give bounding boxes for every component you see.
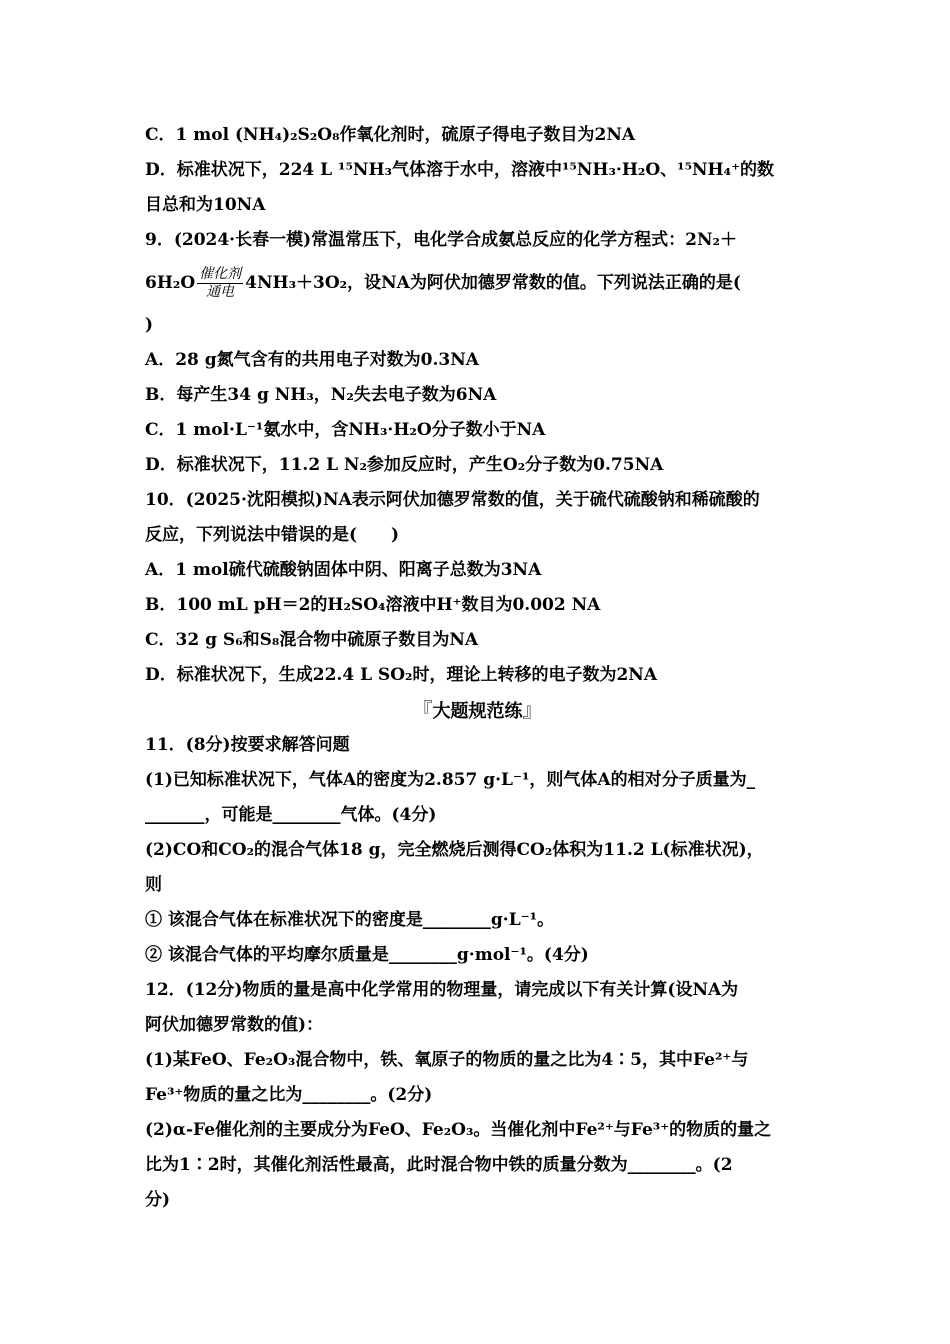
- q8-option-c: C．1 mol (NH₄)₂S₂O₈作氧化剂时，硫原子得电子数目为2NA: [145, 125, 636, 145]
- q10-option-b: B．100 mL pH＝2的H₂SO₄溶液中H⁺数目为0.002 NA: [145, 595, 601, 615]
- q12-part1-line2: Fe³⁺物质的量之比为________。(2分): [145, 1085, 433, 1105]
- q11-part2-sub1: ① 该混合气体在标准状况下的密度是________g·L⁻¹。: [145, 910, 555, 930]
- q10-stem-line1: 10．(2025·沈阳模拟)NA表示阿伏加德罗常数的值，关于硫代硫酸钠和稀硫酸的: [145, 490, 760, 510]
- q11-part2-sub2: ② 该混合气体的平均摩尔质量是________g·mol⁻¹。(4分): [145, 945, 589, 965]
- q9-option-b: B．每产生34 g NH₃，N₂失去电子数为6NA: [145, 385, 497, 405]
- q12-stem-line1: 12．(12分)物质的量是高中化学常用的物理量，请完成以下有关计算(设NA为: [145, 980, 739, 1000]
- q12-part2-line2: 比为1∶2时，其催化剂活性最高，此时混合物中铁的质量分数为________。(2: [145, 1155, 733, 1175]
- q11-part1-line2: _______，可能是________气体。(4分): [145, 805, 437, 825]
- q10-stem-line2: 反应，下列说法中错误的是( ): [145, 525, 400, 545]
- section-heading: [145, 693, 810, 728]
- left-bracket-icon: 『: [412, 698, 433, 722]
- q9-stem-line1: 9．(2024·长春一模)常温常压下，电化学合成氨总反应的化学方程式：2N₂＋: [145, 230, 737, 250]
- q9-stem-line2: [145, 258, 810, 308]
- q11-part1-line1: (1)已知标准状况下，气体A的密度为2.857 g·L⁻¹，则气体A的相对分子质量为_: [145, 770, 756, 790]
- q12-part1-line1: (1)某FeO、Fe₂O₃混合物中，铁、氧原子的物质的量之比为4∶5，其中Fe²⁺与: [145, 1050, 749, 1070]
- q10-option-d: D．标准状况下，生成22.4 L SO₂时，理论上转移的电子数为2NA: [145, 665, 658, 685]
- q12-part2-line1: (2)α-Fe催化剂的主要成分为FeO、Fe₂O₃。当催化剂中Fe²⁺与Fe³⁺的物质的量之: [145, 1120, 772, 1140]
- q9-equation-right: 4NH₃＋3O₂，设NA为阿伏加德罗常数的值。下列说法正确的是(: [245, 273, 741, 293]
- q9-stem-line3: ): [145, 315, 154, 335]
- q9-option-d: D．标准状况下，11.2 L N₂参加反应时，产生O₂分子数为0.75NA: [145, 455, 664, 475]
- document-page: [145, 118, 810, 1218]
- section-title: 大题规范练: [432, 701, 523, 722]
- q9-option-a: A．28 g氮气含有的共用电子对数为0.3NA: [145, 350, 479, 370]
- q11-stem: 11．(8分)按要求解答问题: [145, 735, 350, 755]
- q9-condition-electricity: 通电: [206, 284, 235, 300]
- q12-stem-line2: 阿伏加德罗常数的值)：: [145, 1015, 324, 1035]
- q9-reaction-condition: [197, 266, 243, 301]
- q10-option-a: A．1 mol硫代硫酸钠固体中阴、阳离子总数为3NA: [145, 560, 542, 580]
- right-bracket-icon: 』: [522, 698, 543, 722]
- q8-option-d-line2: 目总和为10NA: [145, 195, 266, 215]
- q11-part2-line1: (2)CO和CO₂的混合气体18 g，完全燃烧后测得CO₂体积为11.2 L(标准状况)，: [145, 840, 764, 860]
- q9-option-c: C．1 mol·L⁻¹氨水中，含NH₃·H₂O分子数小于NA: [145, 420, 546, 440]
- q11-part2-line2: 则: [145, 875, 162, 895]
- q8-option-d-line1: D．标准状况下，224 L ¹⁵NH₃气体溶于水中，溶液中¹⁵NH₃·H₂O、¹⁵NH₄⁺的数: [145, 160, 775, 180]
- q9-equation-left: 6H₂O: [145, 273, 196, 293]
- q9-condition-catalyst: 催化剂: [199, 266, 242, 282]
- q12-part2-line3: 分): [145, 1190, 171, 1210]
- q10-option-c: C．32 g S₆和S₈混合物中硫原子数目为NA: [145, 630, 479, 650]
